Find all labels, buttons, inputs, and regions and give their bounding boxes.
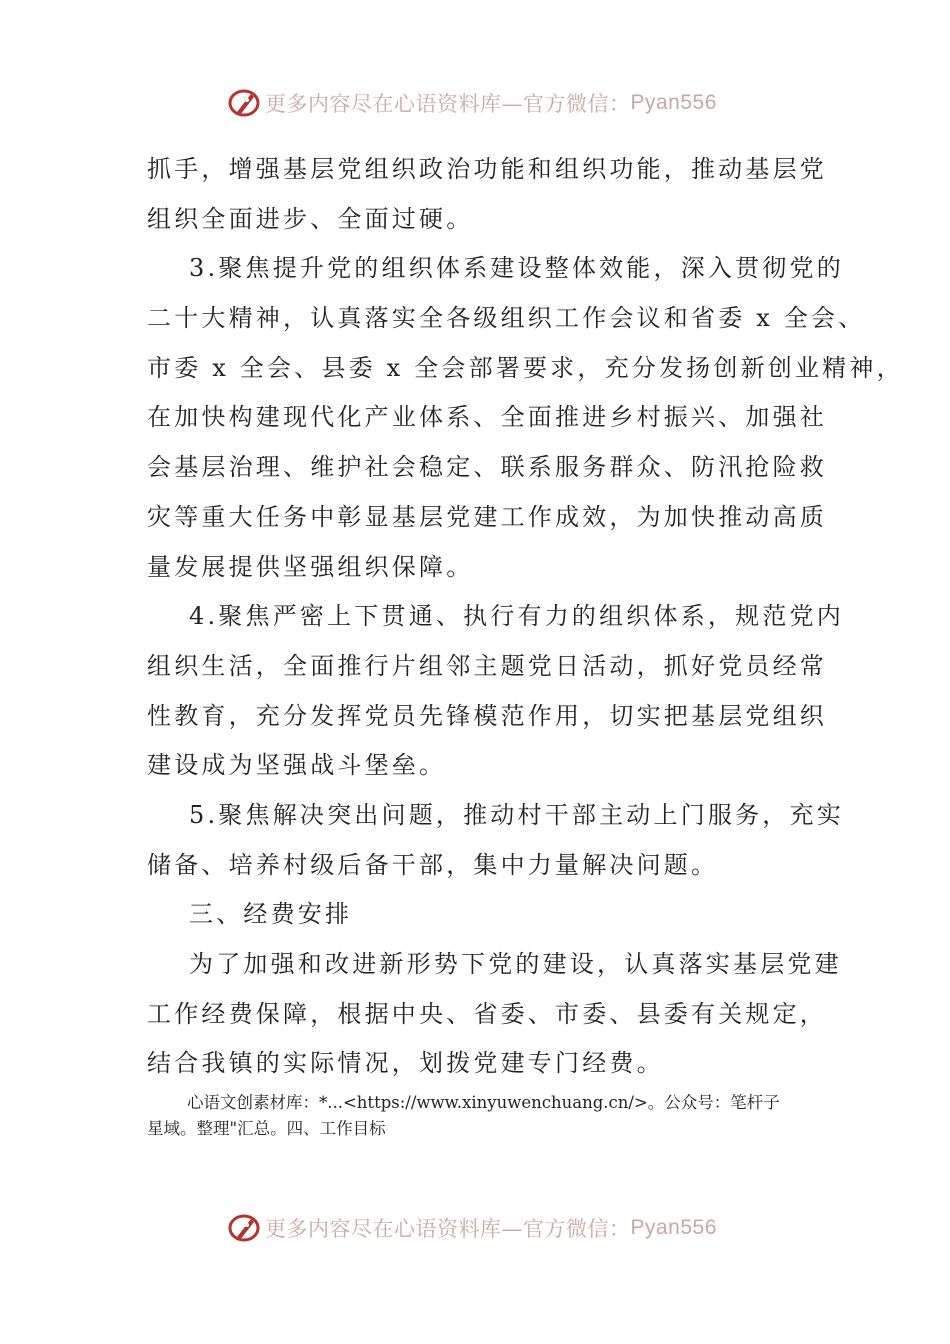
- body-line: 工作经费保障，根据中央、省委、市委、县委有关规定，: [147, 999, 827, 1028]
- body-line: 5.聚焦解决突出问题，推动村干部主动上门服务，充实: [189, 800, 844, 829]
- body-line: 结合我镇的实际情况，划拨党建专门经费。: [147, 1049, 664, 1078]
- body-line: 4.聚焦严密上下贯通、执行有力的组织体系，规范党内: [189, 602, 844, 631]
- body-line: 建设成为坚强战斗堡垒。: [147, 751, 447, 780]
- body-line: 3.聚焦提升党的组织体系建设整体效能，深入贯彻党的: [189, 254, 844, 283]
- banner-text: 更多内容尽在心语资料库—官方微信：: [265, 1217, 631, 1241]
- header-banner: [0, 83, 950, 123]
- footer-banner: [0, 1208, 950, 1248]
- banner-text: 更多内容尽在心语资料库—官方微信：: [265, 92, 631, 116]
- body-line: 三、经费安排: [189, 900, 353, 929]
- body-line: 会基层治理、维护社会稳定、联系服务群众、防汛抢险救: [147, 453, 827, 482]
- body-line: 市委 x 全会、县委 x 全会部署要求，充分发扬创新创业精神，: [147, 353, 904, 382]
- banner-wechat-id: Pyan556: [630, 1216, 717, 1239]
- pen-nib-logo-icon: [227, 86, 261, 120]
- body-line: 组织生活，全面推行片组邻主题党日活动，抓好党员经常: [147, 651, 827, 680]
- body-line: 抓手，增强基层党组织政治功能和组织功能，推动基层党: [147, 155, 827, 183]
- footnote-line-2: 星域。整理"汇总。四、工作目标: [147, 1119, 386, 1138]
- body-line: 性教育，充分发挥党员先锋模范作用，切实把基层党组织: [147, 701, 827, 730]
- banner-content: [227, 83, 717, 123]
- footnote-line-1: 心语文创素材库：*...<https://www.xinyuwenchuang.cn/>。公众号：笔杆子: [187, 1093, 780, 1112]
- body-line: 量发展提供坚强组织保障。: [147, 552, 474, 581]
- body-line: 组织全面进步、全面过硬。: [147, 204, 474, 233]
- body-line: 灾等重大任务中彰显基层党建工作成效，为加快推动高质: [147, 502, 827, 531]
- body-line: 二十大精神，认真落实全各级组织工作会议和省委 x 全会、: [147, 304, 866, 333]
- body-line: 在加快构建现代化产业体系、全面推进乡村振兴、加强社: [147, 403, 827, 432]
- document-body: [147, 145, 904, 1089]
- body-line: 为了加强和改进新形势下党的建设，认真落实基层党建: [189, 950, 842, 978]
- body-line: 储备、培养村级后备干部，集中力量解决问题。: [147, 850, 719, 879]
- banner-content: [227, 1208, 717, 1248]
- footnote: [147, 1090, 812, 1142]
- pen-nib-logo-icon: [227, 1211, 261, 1245]
- banner-wechat-id: Pyan556: [630, 91, 717, 114]
